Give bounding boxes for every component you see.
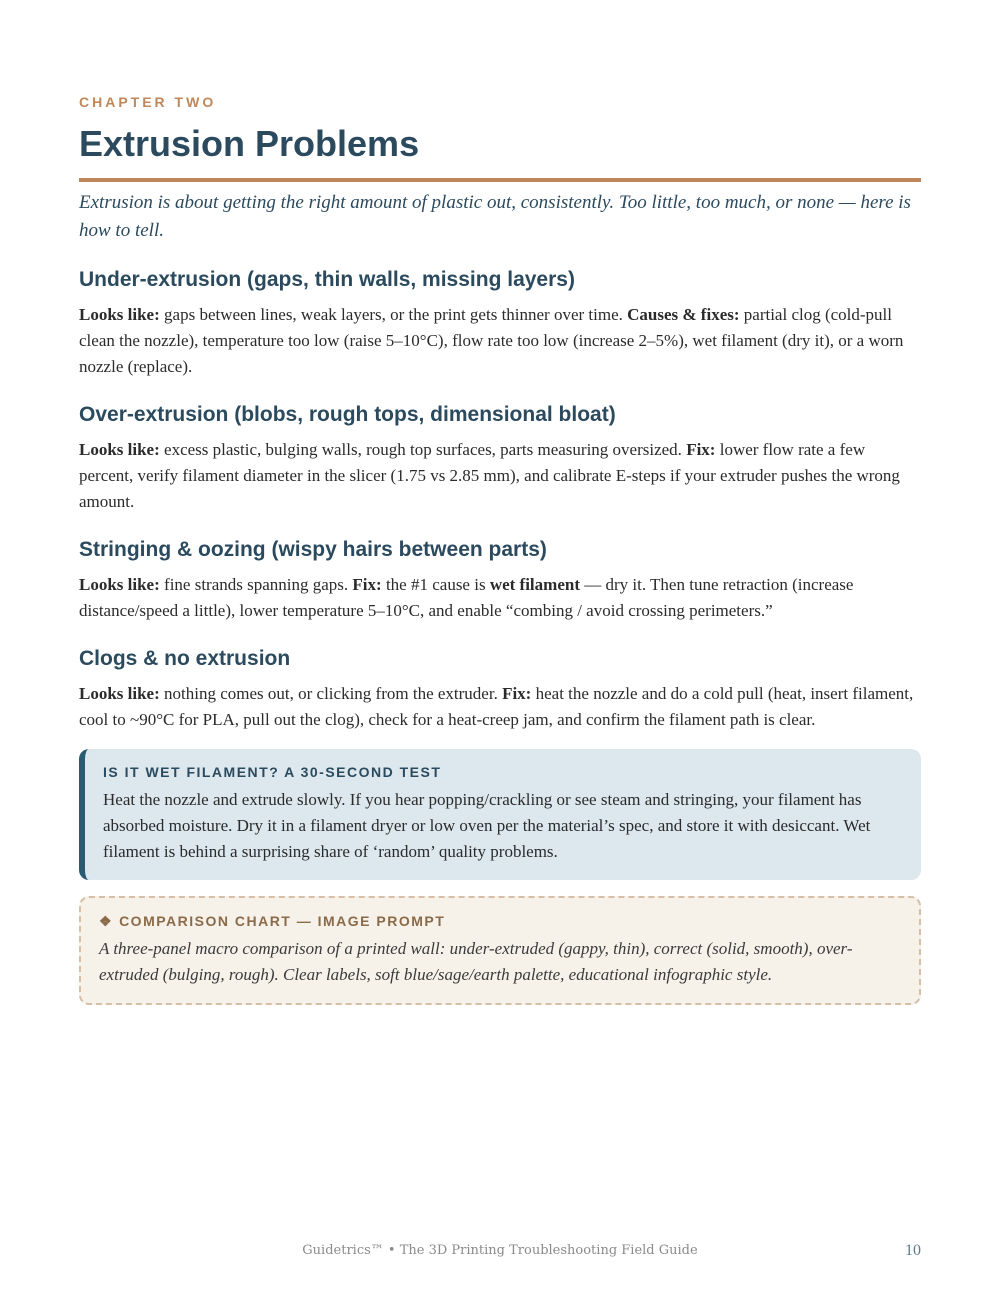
body-text: heat the nozzle and do a cold pull (heat, insert filament, cool to ~90°C for PLA, pull out the clog), check for a heat-creep jam, and confirm the filament path is clear. — [79, 684, 914, 729]
body-text: partial clog (cold-pull clean the nozzle), temperature too low (raise 5–10°C), flow rate too low (increase 2–5%), wet filament (dry it), or a worn nozzle (replace). — [79, 305, 904, 376]
body-text: excess plastic, bulging walls, rough top surfaces, parts measuring oversized. — [159, 440, 687, 459]
fix-label: Fix: — [352, 575, 382, 594]
looks-like-label: Looks like: — [79, 684, 160, 703]
section-body — [79, 681, 921, 733]
fix-label: Fix: — [502, 684, 532, 703]
section-heading: Clogs & no extrusion — [79, 647, 291, 670]
diamond-icon: ❖ — [99, 913, 114, 929]
chapter-intro: Extrusion is about getting the right amount of plastic out, consistently. Too little, too much, or none — here is how to tell. — [79, 192, 911, 241]
callout-body: Heat the nozzle and extrude slowly. If you hear popping/crackling or see steam and stringing, your filament has absorbed moisture. Dry it in a filament dryer or low oven per the material’s spec, and store it with desiccant. Wet filament is behind a surprising share of ‘random’ quality problems. — [103, 790, 871, 861]
chapter-label: CHAPTER TWO — [79, 94, 217, 110]
looks-like-label: Looks like: — [79, 440, 160, 459]
body-text: the #1 cause is — [381, 575, 490, 594]
section-heading: Under-extrusion (gaps, thin walls, missing layers) — [79, 268, 575, 291]
section-heading: Over-extrusion (blobs, rough tops, dimensional bloat) — [79, 403, 616, 426]
prompt-body: A three-panel macro comparison of a printed wall: under-extruded (gappy, thin), correct (solid, smooth), over-extruded (bulging, rough). Clear labels, soft blue/sage/earth palette, educational infographic style. — [99, 939, 853, 984]
looks-like-label: Looks like: — [79, 575, 160, 594]
prompt-title-text: COMPARISON CHART — IMAGE PROMPT — [119, 913, 446, 929]
body-text: nothing comes out, or clicking from the extruder. — [159, 684, 503, 703]
page-number: 10 — [905, 1242, 921, 1259]
callout-title: IS IT WET FILAMENT? A 30-SECOND TEST — [103, 764, 442, 780]
body-text: lower flow rate a few percent, verify filament diameter in the slicer (1.75 vs 2.85 mm), and calibrate E-steps if your extruder pushes the wrong amount. — [79, 440, 900, 511]
fix-label: Causes & fixes: — [627, 305, 740, 324]
body-text: gaps between lines, weak layers, or the print gets thinner over time. — [159, 305, 628, 324]
section-body — [79, 572, 921, 624]
page-content — [79, 94, 921, 1005]
section-heading: Stringing & oozing (wispy hairs between parts) — [79, 538, 547, 561]
section-body — [79, 302, 921, 380]
emphasis-text: wet filament — [489, 575, 580, 594]
image-prompt-box — [79, 896, 921, 1005]
fix-label: Fix: — [686, 440, 716, 459]
section-clogs — [79, 646, 921, 733]
section-stringing — [79, 537, 921, 624]
page-footer: Guidetrics™ • The 3D Printing Troubleshooting Field Guide — [302, 1243, 698, 1258]
prompt-title — [99, 912, 901, 930]
page-title: Extrusion Problems — [79, 123, 420, 164]
wet-filament-callout — [79, 749, 921, 880]
section-body — [79, 437, 921, 515]
section-over-extrusion — [79, 402, 921, 515]
looks-like-label: Looks like: — [79, 305, 160, 324]
section-under-extrusion — [79, 267, 921, 380]
title-divider — [79, 178, 921, 182]
body-text: fine strands spanning gaps. — [159, 575, 353, 594]
body-text: — dry it. Then tune retraction (increase distance/speed a little), lower temperature 5–10°C, and enable “combing / avoid crossing perimeters.” — [79, 575, 854, 620]
